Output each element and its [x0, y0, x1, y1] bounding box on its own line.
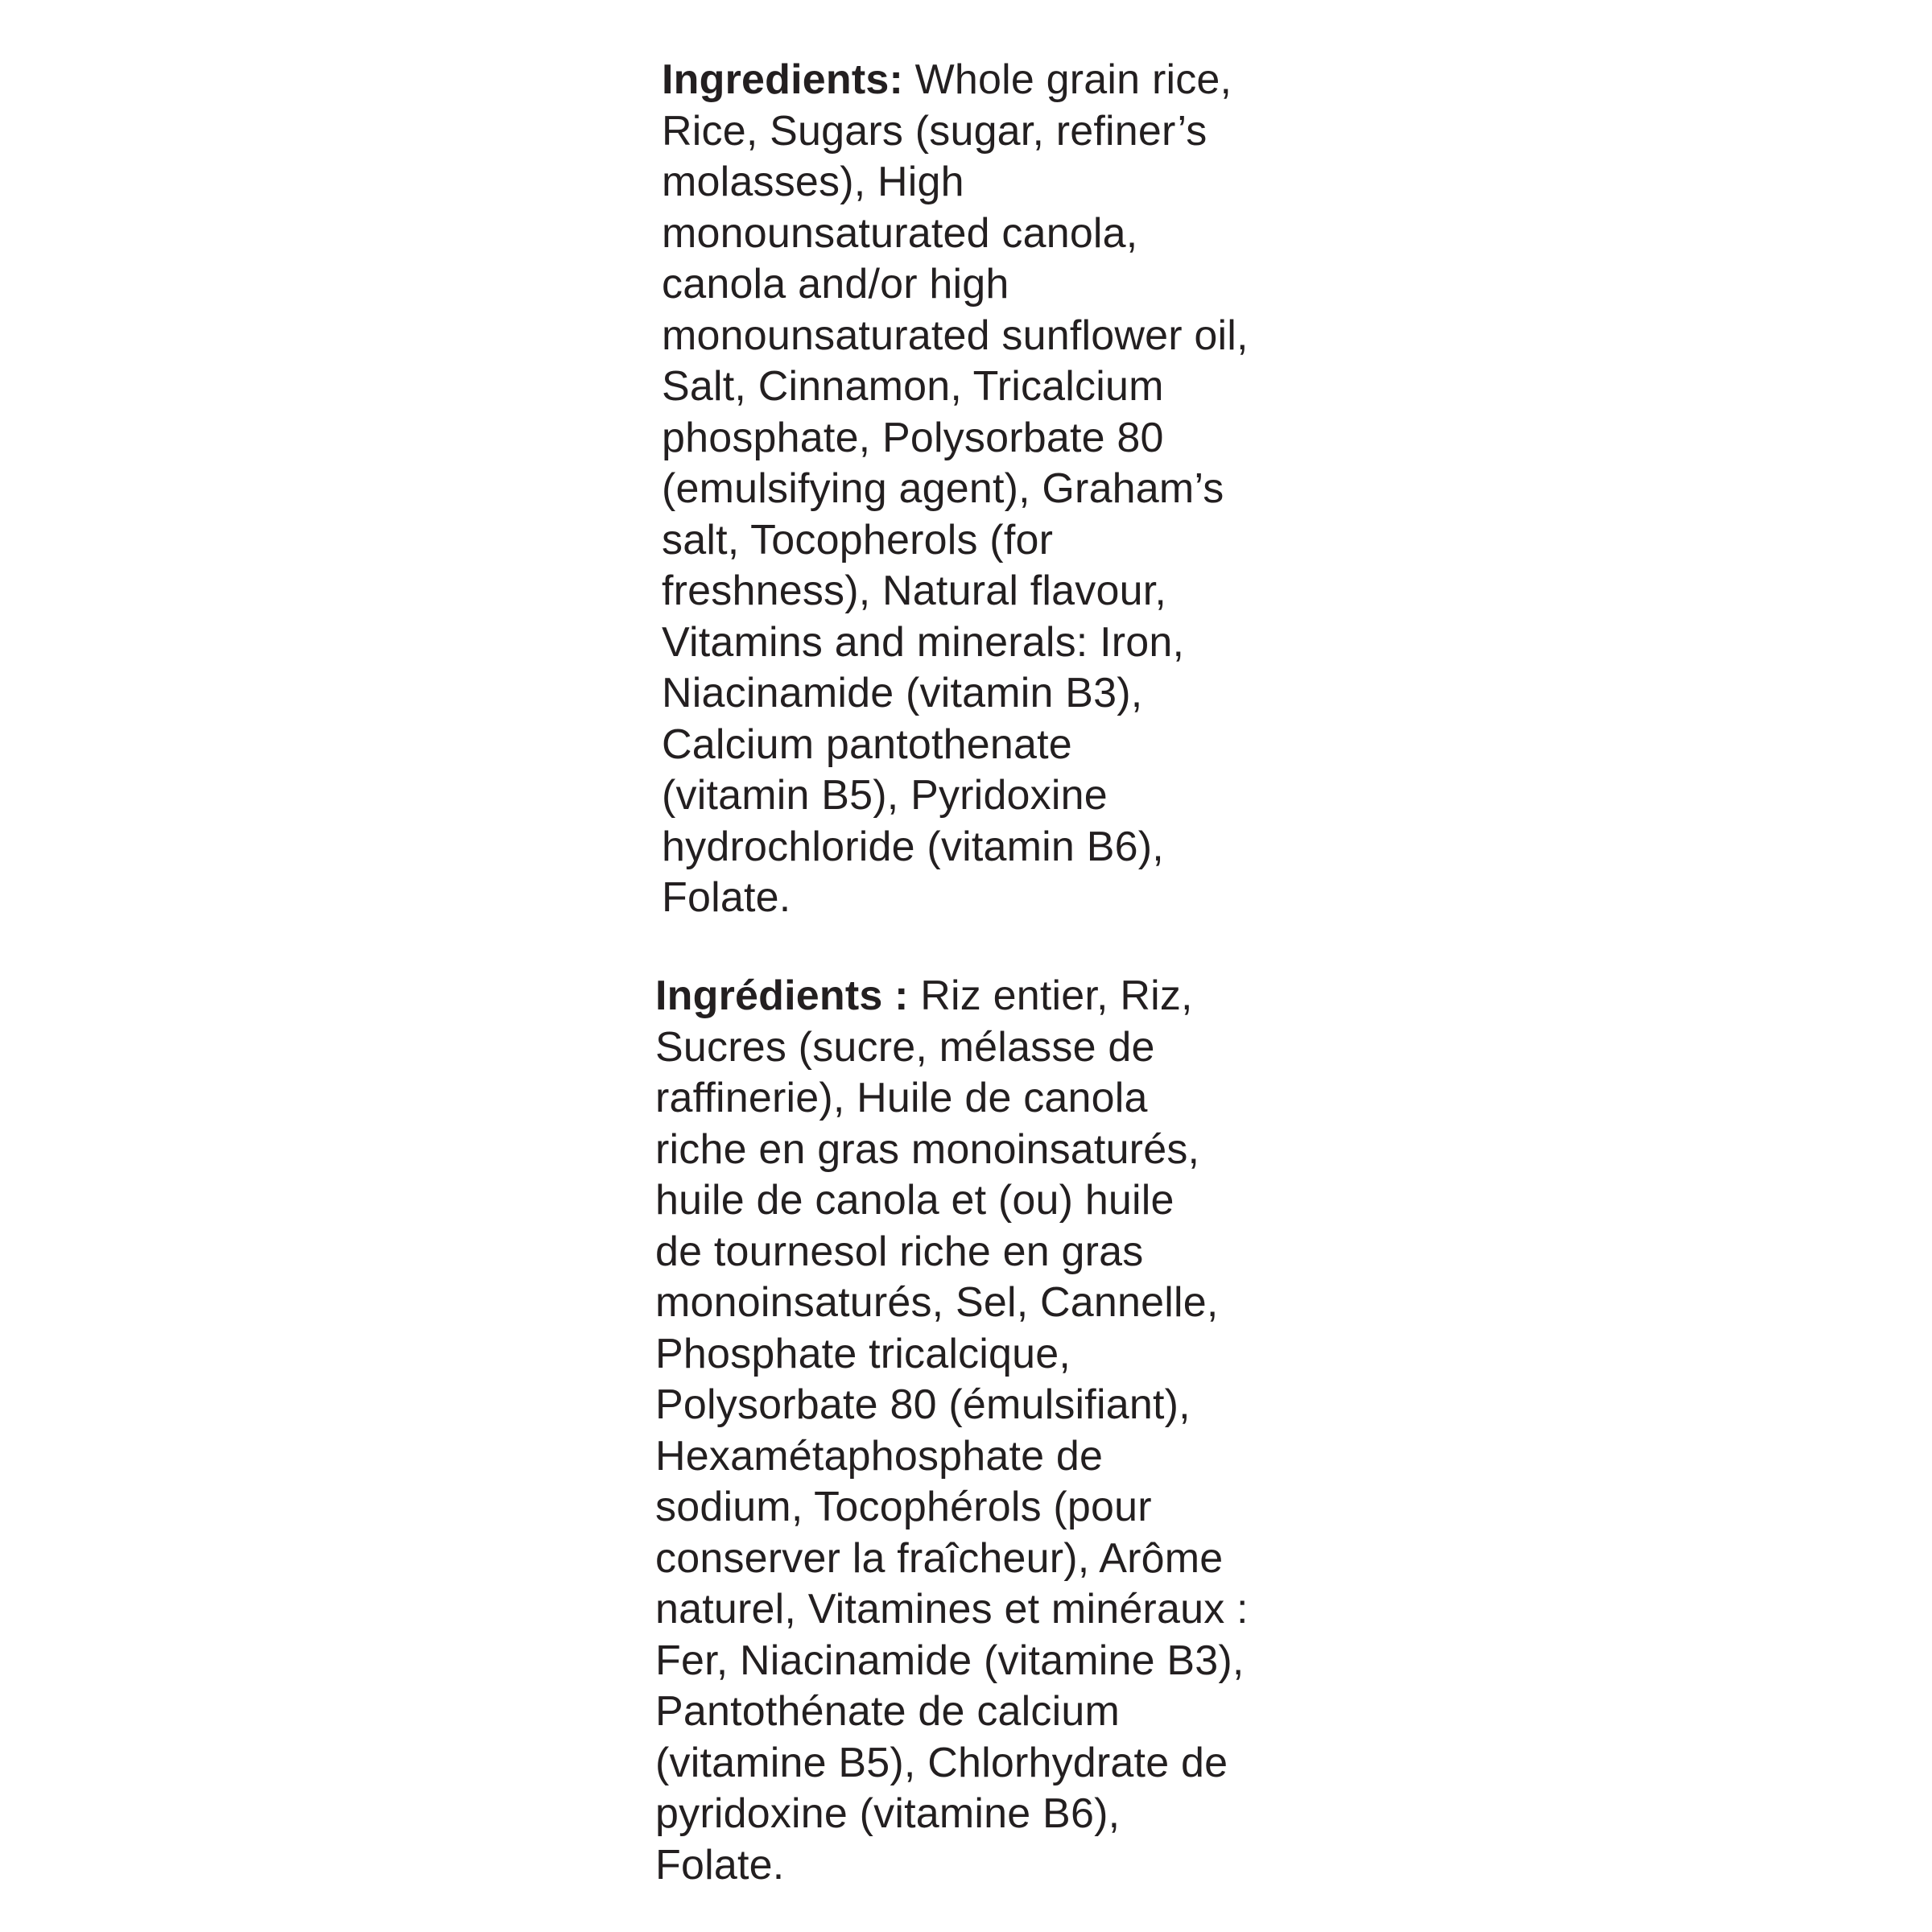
ingredient-line: pyridoxine (vitamine B6), — [655, 1790, 1121, 1837]
ingredient-line: hydrochloride (vitamin B6), — [662, 823, 1164, 870]
ingredient-line: monounsaturated canola, — [662, 209, 1138, 257]
ingredient-line: Hexamétaphosphate de — [655, 1432, 1104, 1480]
ingredient-line: raffinerie), Huile de canola — [655, 1075, 1148, 1121]
ingredient-line: freshness), Natural flavour, — [662, 568, 1166, 614]
ingredient-line: Folate. — [662, 874, 791, 921]
ingredient-line: sodium, Tocophérols (pour — [655, 1484, 1152, 1530]
ingredient-line: salt, Tocopherols (for — [662, 516, 1054, 564]
ingredient-line: Fer, Niacinamide (vitamine B3), — [655, 1637, 1245, 1684]
ingredient-line: de tournesol riche en gras — [655, 1228, 1144, 1275]
ingredient-line: riche en gras monoinsaturés, — [655, 1125, 1200, 1173]
ingredient-line: Rice, Sugars (sugar, refiner’s — [662, 107, 1208, 155]
ingredient-line: monoinsaturés, Sel, Cannelle, — [655, 1279, 1219, 1326]
ingredient-line: naturel, Vitamines et minéraux : — [655, 1586, 1249, 1633]
ingredient-line: Folate. — [655, 1841, 785, 1889]
ingredient-line: Sucres (sucre, mélasse de — [655, 1023, 1155, 1071]
ingredient-line: Salt, Cinnamon, Tricalcium — [662, 363, 1164, 410]
ingredient-line: conserver la fraîcheur), Arôme — [655, 1534, 1224, 1582]
ingredient-line: (vitamin B5), Pyridoxine — [662, 772, 1108, 819]
ingredient-line: monounsaturated sunflower oil, — [662, 312, 1249, 359]
french-ingredients — [655, 971, 1249, 1891]
ingredient-line: Phosphate tricalcique, — [655, 1330, 1071, 1377]
ingredient-line: canola and/or high — [662, 261, 1009, 308]
ingredient-line: molasses), High — [662, 159, 964, 205]
ingredients-label-fr: Ingrédients : — [655, 972, 909, 1019]
ingredient-line: huile de canola et (ou) huile — [655, 1177, 1174, 1224]
ingredient-line: Niacinamide (vitamin B3), — [662, 670, 1143, 716]
ingredient-line: (emulsifying agent), Graham’s — [662, 465, 1224, 512]
ingredient-line: phosphate, Polysorbate 80 — [662, 414, 1164, 461]
ingredient-line: Ingrédients : Riz entier, Riz, — [655, 972, 1193, 1019]
english-ingredients — [662, 55, 1249, 924]
ingredient-line: Calcium pantothenate — [662, 720, 1072, 768]
ingredient-line: Pantothénate de calcium — [655, 1688, 1120, 1735]
ingredient-line: Polysorbate 80 (émulsifiant), — [655, 1381, 1191, 1428]
ingredient-line: Vitamins and minerals: Iron, — [662, 618, 1185, 666]
ingredients-label-en: Ingredients: — [662, 56, 903, 103]
ingredient-line: (vitamine B5), Chlorhydrate de — [655, 1739, 1228, 1786]
ingredient-line: Ingredients: Whole grain rice, — [662, 56, 1232, 103]
